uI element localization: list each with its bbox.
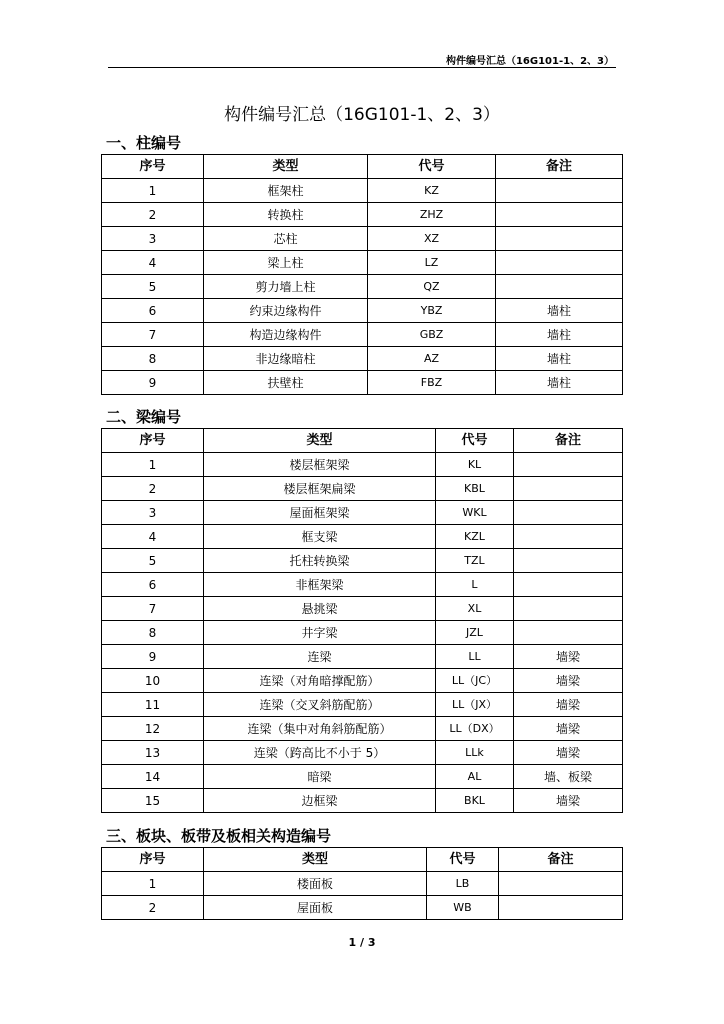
cell-note [514,573,623,597]
table-row [102,621,623,645]
cell-no: 1 [102,872,204,896]
cell-type: 框支梁 [204,525,436,549]
table-row [102,371,623,395]
cell-note [514,477,623,501]
header-code: 代号 [427,848,499,872]
cell-code: LL（JX） [436,693,514,717]
cell-code: LLk [436,741,514,765]
header-no: 序号 [102,155,204,179]
cell-note: 墙梁 [514,645,623,669]
header-type: 类型 [204,429,436,453]
cell-code: KZ [368,179,496,203]
cell-no: 7 [102,597,204,621]
cell-type: 连梁（集中对角斜筋配筋） [204,717,436,741]
cell-no: 4 [102,251,204,275]
table-row [102,299,623,323]
cell-type: 边框梁 [204,789,436,813]
table-row [102,323,623,347]
cell-type: 框架柱 [204,179,368,203]
table-row [102,179,623,203]
header-note: 备注 [499,848,623,872]
table-row [102,477,623,501]
cell-type: 井字梁 [204,621,436,645]
cell-type: 约束边缘构件 [204,299,368,323]
page-title: 构件编号汇总（16G101-1、2、3） [224,105,500,125]
table-row [102,741,623,765]
cell-no: 3 [102,501,204,525]
cell-no: 2 [102,477,204,501]
cell-no: 8 [102,621,204,645]
cell-code: WB [427,896,499,920]
table-row [102,693,623,717]
cell-no: 4 [102,525,204,549]
header-note: 备注 [496,155,623,179]
cell-note: 墙、板梁 [514,765,623,789]
cell-type: 连梁 [204,645,436,669]
cell-type: 构造边缘构件 [204,323,368,347]
cell-code: LL（DX） [436,717,514,741]
table-row [102,645,623,669]
cell-no: 1 [102,453,204,477]
cell-type: 暗梁 [204,765,436,789]
cell-code: WKL [436,501,514,525]
cell-code: KZL [436,525,514,549]
table-header-row [102,155,623,179]
cell-no: 3 [102,227,204,251]
cell-type: 托柱转换梁 [204,549,436,573]
slab-numbering-table [101,847,623,920]
cell-code: AL [436,765,514,789]
table-row [102,453,623,477]
cell-note [514,549,623,573]
cell-no: 11 [102,693,204,717]
cell-note [499,872,623,896]
cell-type: 扶壁柱 [204,371,368,395]
cell-note [514,597,623,621]
cell-code: GBZ [368,323,496,347]
section-heading-beams: 二、梁编号 [106,408,182,426]
table-row [102,597,623,621]
cell-no: 2 [102,203,204,227]
cell-code: XZ [368,227,496,251]
cell-no: 1 [102,179,204,203]
cell-type: 连梁（对角暗撑配筋） [204,669,436,693]
table-header-row [102,429,623,453]
cell-code: JZL [436,621,514,645]
cell-type: 芯柱 [204,227,368,251]
cell-code: KL [436,453,514,477]
cell-note [514,525,623,549]
cell-no: 14 [102,765,204,789]
cell-note: 墙梁 [514,789,623,813]
cell-no: 15 [102,789,204,813]
cell-code: KBL [436,477,514,501]
table-row [102,717,623,741]
table-row [102,227,623,251]
header-rule [108,67,616,68]
cell-code: LL（JC） [436,669,514,693]
cell-type: 非框架梁 [204,573,436,597]
cell-no: 9 [102,371,204,395]
cell-code: LB [427,872,499,896]
cell-no: 12 [102,717,204,741]
cell-note [514,501,623,525]
cell-no: 13 [102,741,204,765]
cell-no: 6 [102,573,204,597]
cell-note: 墙梁 [514,741,623,765]
header-no: 序号 [102,429,204,453]
cell-note: 墙柱 [496,371,623,395]
cell-code: LZ [368,251,496,275]
table-row [102,872,623,896]
cell-type: 楼层框架扁梁 [204,477,436,501]
table-row [102,275,623,299]
header-no: 序号 [102,848,204,872]
cell-type: 转换柱 [204,203,368,227]
cell-type: 剪力墙上柱 [204,275,368,299]
cell-type: 悬挑梁 [204,597,436,621]
cell-note: 墙柱 [496,323,623,347]
table-row [102,203,623,227]
cell-note: 墙梁 [514,717,623,741]
header-note: 备注 [514,429,623,453]
cell-note: 墙梁 [514,669,623,693]
cell-type: 连梁（跨高比不小于 5） [204,741,436,765]
cell-no: 9 [102,645,204,669]
cell-code: YBZ [368,299,496,323]
table-row [102,251,623,275]
section-heading-slabs: 三、板块、板带及板相关构造编号 [106,827,332,845]
cell-no: 7 [102,323,204,347]
table-row [102,765,623,789]
running-header: 构件编号汇总（16G101-1、2、3） [445,56,614,67]
header-type: 类型 [204,155,368,179]
cell-note [499,896,623,920]
cell-note [514,621,623,645]
cell-code: L [436,573,514,597]
column-numbering-table [101,154,623,395]
cell-note [496,275,623,299]
cell-no: 5 [102,549,204,573]
cell-no: 2 [102,896,204,920]
table-row [102,669,623,693]
cell-code: ZHZ [368,203,496,227]
cell-no: 8 [102,347,204,371]
cell-type: 连梁（交叉斜筋配筋） [204,693,436,717]
beam-numbering-table [101,428,623,813]
table-row [102,896,623,920]
cell-code: BKL [436,789,514,813]
header-code: 代号 [368,155,496,179]
cell-type: 楼面板 [204,872,427,896]
table-row [102,501,623,525]
cell-no: 6 [102,299,204,323]
header-code: 代号 [436,429,514,453]
cell-note [496,179,623,203]
cell-note [496,251,623,275]
cell-note [496,227,623,251]
cell-note: 墙柱 [496,347,623,371]
cell-type: 非边缘暗柱 [204,347,368,371]
cell-code: LL [436,645,514,669]
table-row [102,347,623,371]
cell-note [496,203,623,227]
cell-code: XL [436,597,514,621]
table-row [102,789,623,813]
table-row [102,573,623,597]
header-type: 类型 [204,848,427,872]
cell-code: QZ [368,275,496,299]
cell-no: 5 [102,275,204,299]
page-number: 1 / 3 [348,936,376,949]
cell-code: FBZ [368,371,496,395]
cell-note: 墙柱 [496,299,623,323]
cell-code: AZ [368,347,496,371]
cell-code: TZL [436,549,514,573]
cell-note: 墙梁 [514,693,623,717]
cell-no: 10 [102,669,204,693]
cell-type: 屋面板 [204,896,427,920]
cell-type: 楼层框架梁 [204,453,436,477]
cell-type: 梁上柱 [204,251,368,275]
table-header-row [102,848,623,872]
table-row [102,525,623,549]
table-row [102,549,623,573]
section-heading-columns: 一、柱编号 [106,134,182,152]
cell-type: 屋面框架梁 [204,501,436,525]
cell-note [514,453,623,477]
